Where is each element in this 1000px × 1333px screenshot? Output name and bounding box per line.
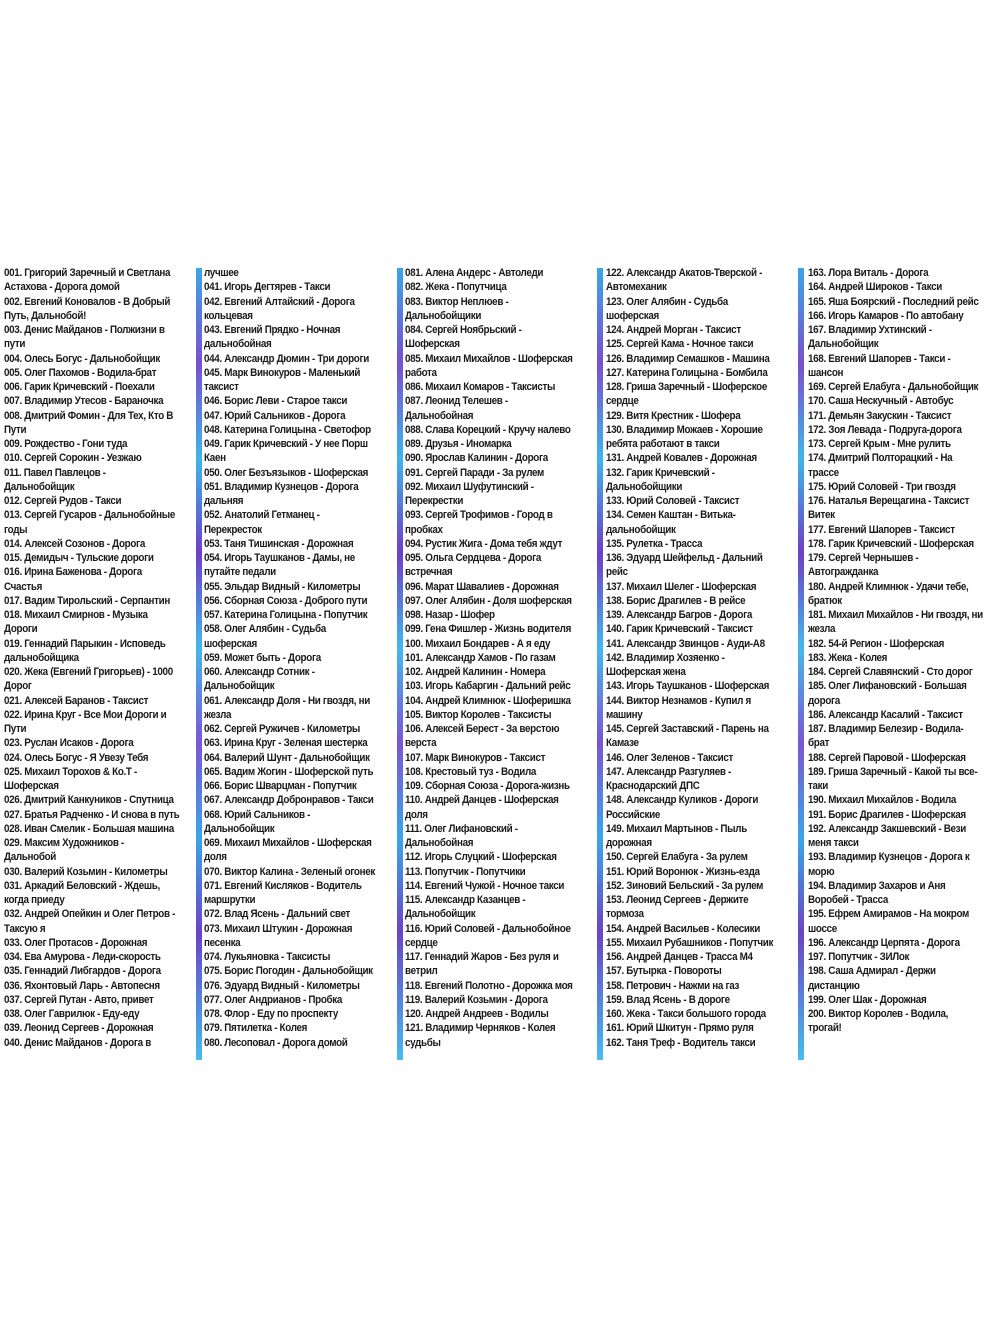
track-line: 107. Марк Винокуров - Таксист (405, 751, 546, 764)
track-line: 195. Ефрем Амирамов - На мокром (808, 908, 969, 921)
tracklist-column-4 (606, 266, 803, 1062)
track-line: 180. Андрей Климнюк - Удачи тебе, (808, 580, 969, 593)
track-line: дальнобойная (204, 338, 272, 351)
track-line: 116. Юрий Соловей - Дальнобойное (405, 922, 571, 935)
track-line: 151. Юрий Воронюк - Жизнь-езда (606, 865, 760, 878)
track-line: 118. Евгений Полотно - Дорожка моя (405, 979, 573, 992)
track-line: Витек (808, 509, 835, 522)
track-line: 047. Юрий Сальников - Дорога (204, 409, 346, 422)
track-line: 149. Михаил Мартынов - Пыль (606, 822, 747, 835)
track-line: 041. Игорь Дегтярев - Такси (204, 281, 331, 294)
track-line: Камазе (606, 737, 639, 750)
track-line: 008. Дмитрий Фомин - Для Тех, Кто В (4, 409, 174, 422)
track-line: 093. Сергей Трофимов - Город в (405, 509, 553, 522)
track-line: 059. Может быть - Дорога (204, 651, 321, 664)
track-line: судьбы (405, 1036, 441, 1049)
track-line: 190. Михаил Михайлов - Водила (808, 794, 957, 807)
track-line: Пути (4, 423, 27, 436)
track-line: 101. Александр Хамов - По газам (405, 651, 556, 664)
track-line: 012. Сергей Рудов - Такси (4, 495, 122, 507)
track-line: дистанцию (808, 979, 860, 992)
track-line: 176. Наталья Верещагина - Таксист (808, 495, 970, 507)
track-line: 015. Демидыч - Тульские дороги (4, 552, 154, 564)
track-line: шоферская (606, 309, 659, 322)
track-line: 106. Алексей Берест - За верстою (405, 723, 560, 735)
track-line: 021. Алексей Баранов - Таксист (4, 694, 149, 707)
track-line: 173. Сергей Крым - Мне рулить (808, 438, 951, 450)
track-line: 033. Олег Протасов - Дорожная (4, 936, 148, 949)
track-line: Каен (204, 452, 226, 465)
track-line: Путь, Дальнобой! (4, 309, 87, 322)
track-line: 179. Сергей Чернышев - (808, 552, 919, 564)
track-line: 073. Михаил Штукин - Дорожная (204, 922, 353, 935)
track-line: 009. Рождество - Гони туда (4, 438, 128, 450)
track-line: 072. Влад Ясень - Дальний свет (204, 908, 350, 921)
track-line: ребята работают в такси (606, 438, 720, 450)
track-line: 002. Евгений Коновалов - В Добрый (4, 295, 171, 308)
track-line: работа (405, 366, 437, 379)
track-line: рейс (606, 566, 628, 579)
track-line: дальняя (204, 495, 244, 507)
track-line: пробках (405, 523, 443, 536)
track-line: 148. Александр Куликов - Дороги (606, 794, 759, 807)
track-line: Астахова - Дорога домой (4, 281, 120, 294)
tracklist-column-5 (808, 266, 1000, 1062)
track-line: 129. Витя Крестник - Шофера (606, 409, 741, 422)
track-line: 200. Виктор Королев - Водила, (808, 1008, 949, 1020)
track-line: 052. Анатолий Гетманец - (204, 509, 320, 522)
track-line: лучшее (204, 267, 239, 279)
track-line: жезла (204, 708, 232, 721)
track-line: 174. Дмитрий Полторацкий - На (808, 452, 953, 465)
track-line: 027. Братья Радченко - И снова в путь (4, 808, 180, 821)
track-line: 188. Сергей Паровой - Шоферская (808, 751, 966, 764)
track-line: меня такси (808, 837, 859, 849)
track-line: 006. Гарик Кричевский - Поехали (4, 381, 155, 393)
track-line: 044. Александр Дюмин - Три дороги (204, 352, 370, 365)
track-line: 162. Таня Треф - Водитель такси (606, 1036, 756, 1049)
track-line: 014. Алексей Созонов - Дорога (4, 537, 145, 550)
track-line: 170. Саша Нескучный - Автобус (808, 395, 954, 408)
track-line: Воробей - Трасса (808, 894, 889, 906)
track-line: 132. Гарик Кричевский - (606, 466, 715, 479)
track-line: 058. Олег Алябин - Судьба (204, 623, 326, 636)
track-line: 035. Геннадий Либгардов - Дорога (4, 965, 161, 978)
track-line: 065. Вадим Жогин - Шоферской путь (204, 765, 374, 778)
track-line: 191. Борис Драгилев - Шоферская (808, 808, 966, 821)
track-line: 050. Олег Безъязыков - Шоферская (204, 466, 369, 479)
track-line: 121. Владимир Черняков - Колея (405, 1022, 556, 1035)
track-line: 042. Евгений Алтайский - Дорога (204, 295, 355, 308)
track-line: 029. Максим Художников - (4, 837, 124, 849)
track-line: 136. Эдуард Шейфельд - Дальний (606, 552, 763, 564)
track-line: 178. Гарик Кричевский - Шоферская (808, 537, 974, 550)
track-line: 085. Михаил Михайлов - Шоферская (405, 352, 573, 365)
track-line: 018. Михаил Смирнов - Музыка (4, 609, 148, 621)
track-line: 103. Игорь Кабаргин - Дальний рейс (405, 680, 571, 693)
track-line: 124. Андрей Морган - Таксист (606, 324, 741, 336)
track-line: сердце (405, 936, 438, 949)
track-line: 199. Олег Шак - Дорожная (808, 993, 927, 1006)
track-line: 189. Гриша Заречный - Какой ты все- (808, 765, 978, 778)
track-line: доля (405, 808, 428, 821)
track-line: 055. Эльдар Видный - Километры (204, 580, 361, 593)
track-line: 069. Михаил Михайлов - Шоферская (204, 837, 372, 849)
track-line: 147. Александр Разгуляев - (606, 765, 731, 778)
track-line: 133. Юрий Соловей - Таксист (606, 495, 740, 507)
track-line: 183. Жека - Колея (808, 651, 888, 664)
track-line: 063. Ирина Круг - Зеленая шестерка (204, 737, 368, 750)
track-line: 150. Сергей Елабуга - За рулем (606, 851, 748, 864)
tracklist-column-3 (405, 266, 602, 1062)
track-line: 053. Таня Тишинская - Дорожная (204, 537, 354, 550)
track-line: 048. Катерина Голицына - Светофор (204, 423, 371, 436)
track-line: 187. Владимир Белезир - Водила- (808, 723, 964, 735)
track-line: 142. Владимир Хозяенко - (606, 651, 725, 664)
track-line: 146. Олег Зеленов - Таксист (606, 751, 734, 764)
track-line: 171. Демьян Закускин - Таксист (808, 409, 952, 422)
track-line: 100. Михаил Бондарев - А я еду (405, 637, 551, 650)
track-line: 071. Евгений Кисляков - Водитель (204, 879, 362, 892)
track-line: кольцевая (204, 309, 253, 322)
track-line: 184. Сергей Славянский - Сто дорог (808, 666, 973, 678)
track-line: 037. Сергей Путан - Авто, привет (4, 993, 154, 1006)
track-line: 001. Григорий Заречный и Светлана (4, 267, 171, 279)
track-line: 104. Андрей Климнюк - Шоферишка (405, 694, 571, 707)
track-line: 186. Александр Касалий - Таксист (808, 708, 963, 721)
track-line: 040. Денис Майданов - Дорога в (4, 1036, 151, 1049)
track-line: 099. Гена Фишлер - Жизнь водителя (405, 623, 572, 636)
track-line: Шоферская (4, 780, 59, 792)
track-line: 131. Андрей Ковалев - Дорожная (606, 452, 757, 465)
track-line: 054. Игорь Таушканов - Дамы, не (204, 552, 355, 564)
track-line: пути (4, 338, 26, 351)
track-line: 078. Флор - Еду по проспекту (204, 1008, 339, 1020)
track-line: 097. Олег Алябин - Доля шоферская (405, 594, 572, 607)
track-line: 157. Бутырка - Повороты (606, 965, 722, 978)
track-line: Дорог (4, 680, 32, 693)
track-line: 049. Гарик Кричевский - У нее Порш (204, 438, 368, 450)
track-line: 011. Павел Павлецов - (4, 466, 106, 479)
track-line: Российские (606, 808, 660, 821)
track-line: Таксую я (4, 922, 46, 935)
track-line: путайте педали (204, 566, 276, 579)
track-line: Дальнобойщики (606, 480, 683, 493)
track-line: 108. Крестовый туз - Водила (405, 765, 537, 778)
track-line: 096. Марат Шавалиев - Дорожная (405, 580, 559, 593)
track-line: таки (808, 780, 828, 792)
track-line: 181. Михаил Михайлов - Ни гвоздя, ни (808, 609, 983, 621)
track-line: 068. Юрий Сальников - (204, 808, 311, 821)
track-line: 088. Слава Корецкий - Кручу налево (405, 423, 571, 436)
track-line: 114. Евгений Чужой - Ночное такси (405, 879, 565, 892)
tracklist-column-2 (204, 266, 401, 1062)
track-line: 112. Игорь Слуцкий - Шоферская (405, 851, 557, 864)
track-line: 139. Александр Багров - Дорога (606, 609, 753, 621)
track-line: 169. Сергей Елабуга - Дальнобойщик (808, 381, 979, 393)
track-line: дорожная (606, 837, 652, 849)
track-line: 056. Сборная Союза - Доброго пути (204, 594, 368, 607)
track-line: Шоферская (405, 338, 460, 351)
track-line: 145. Сергей Заставский - Парень на (606, 723, 769, 735)
track-line: шансон (808, 366, 844, 379)
track-line: 038. Олег Гаврилюк - Еду-еду (4, 1008, 140, 1020)
track-line: 177. Евгений Шапорев - Таксист (808, 523, 955, 536)
track-line: Счастья (4, 580, 43, 593)
track-line: 025. Михаил Торохов & Ко.Т - (4, 765, 137, 778)
track-line: 079. Пятилетка - Колея (204, 1022, 308, 1035)
track-line: 128. Гриша Заречный - Шоферское (606, 381, 768, 393)
track-line: Автомеханик (606, 281, 667, 294)
track-line: 081. Алена Андерс - Автоледи (405, 267, 544, 279)
track-line: 094. Рустик Жига - Дома тебя ждут (405, 537, 563, 550)
track-line: 089. Друзья - Иномарка (405, 438, 512, 450)
track-line: 197. Попутчик - ЗИЛок (808, 951, 910, 963)
track-line: 125. Сергей Кама - Ночное такси (606, 338, 754, 351)
track-line: сердце (606, 395, 639, 408)
track-line: 156. Андрей Данцев - Трасса М4 (606, 951, 753, 963)
track-line: 074. Лукьяновка - Таксисты (204, 951, 331, 963)
track-line: 117. Геннадий Жаров - Без руля и (405, 951, 559, 963)
track-line: Дальнобойщик (204, 680, 275, 693)
track-line: 066. Борис Шварцман - Попутчик (204, 780, 357, 792)
track-line: маршрутки (204, 894, 256, 906)
track-line: ветрил (405, 965, 438, 978)
track-line: 091. Сергей Паради - За рулем (405, 466, 544, 479)
track-line: 003. Денис Майданов - Полжизни в (4, 324, 165, 336)
track-line: 172. Зоя Левада - Подруга-дорога (808, 423, 962, 436)
track-line: 070. Виктор Калина - Зеленый огонек (204, 865, 376, 878)
track-line: 141. Александр Звинцов - Ауди-А8 (606, 637, 765, 650)
track-line: 167. Владимир Ухтинский - (808, 324, 932, 336)
track-line: 098. Назар - Шофер (405, 609, 495, 621)
track-line: 039. Леонид Сергеев - Дорожная (4, 1022, 154, 1035)
track-line: 153. Леонид Сергеев - Держите (606, 894, 749, 906)
track-line: 155. Михаил Рубашников - Попутчик (606, 936, 774, 949)
track-line: тормоза (606, 908, 644, 921)
track-line: 087. Леонид Телешев - (405, 395, 508, 408)
track-line: Дальнобой (4, 851, 57, 864)
track-line: 064. Валерий Шунт - Дальнобойщик (204, 751, 370, 764)
track-line: 126. Владимир Семашков - Машина (606, 352, 770, 365)
track-line: 158. Петрович - Нажми на газ (606, 979, 740, 992)
track-line: 077. Олег Андрианов - Пробка (204, 993, 343, 1006)
track-line: 119. Валерий Козьмин - Дорога (405, 993, 548, 1006)
track-line: 163. Лора Виталь - Дорога (808, 267, 929, 279)
track-line: Дальнобойщик (808, 338, 879, 351)
track-line: брат (808, 737, 830, 750)
track-line: 028. Иван Смелик - Большая машина (4, 822, 174, 835)
track-line: 111. Олег Лифановский - (405, 822, 518, 835)
track-line: 045. Марк Винокуров - Маленький (204, 366, 361, 379)
track-line: 196. Александр Церпята - Дорога (808, 936, 960, 949)
track-line: годы (4, 523, 28, 536)
track-line: 057. Катерина Голицына - Попутчик (204, 609, 368, 621)
track-line: шоссе (808, 922, 837, 935)
track-line: встречная (405, 566, 453, 579)
track-line: 022. Ирина Круг - Все Мои Дороги и (4, 708, 167, 721)
track-line: 084. Сергей Ноябрьский - (405, 324, 522, 336)
track-line: 102. Андрей Калинин - Номера (405, 666, 546, 678)
track-line: 135. Рулетка - Трасса (606, 537, 703, 550)
track-line: 026. Дмитрий Канкуников - Спутница (4, 794, 174, 807)
track-line: 182. 54-й Регион - Шоферская (808, 637, 945, 650)
track-line: 175. Юрий Соловей - Три гвоздя (808, 480, 956, 493)
track-line: дальнобойщика (4, 651, 79, 664)
track-line: 019. Геннадий Парыкин - Исповедь (4, 637, 166, 650)
track-line: 113. Попутчик - Попутчики (405, 865, 526, 878)
track-line: трассе (808, 466, 839, 479)
track-line: 161. Юрий Шкитун - Прямо руля (606, 1022, 754, 1035)
track-line: 034. Ева Амурова - Леди-скорость (4, 951, 161, 963)
track-line: 032. Андрей Опейкин и Олег Петров - (4, 908, 176, 921)
track-line: 080. Лесоповал - Дорога домой (204, 1036, 348, 1049)
track-line: 115. Александр Казанцев - (405, 894, 526, 906)
track-line: дальнобойщик (606, 523, 676, 536)
track-line: 120. Андрей Андреев - Водилы (405, 1008, 549, 1020)
track-line: Пути (4, 723, 27, 735)
track-line: 143. Игорь Таушканов - Шоферская (606, 680, 770, 693)
track-line: 067. Александр Добронравов - Такси (204, 794, 374, 807)
track-line: 082. Жека - Попутчица (405, 281, 507, 294)
track-line: 137. Михаил Шелег - Шоферская (606, 580, 757, 593)
track-line: 166. Игорь Камаров - По автобану (808, 309, 964, 322)
track-line: 109. Сборная Союза - Дорога-жизнь (405, 780, 570, 792)
track-line: 138. Борис Драгилев - В рейсе (606, 594, 746, 607)
track-line: 060. Александр Сотник - (204, 666, 315, 678)
track-line: 152. Зиновий Бельский - За рулем (606, 879, 764, 892)
track-line: 105. Виктор Королев - Таксисты (405, 708, 552, 721)
track-line: 083. Виктор Неплюев - (405, 295, 509, 308)
track-line: шоферская (204, 637, 257, 650)
track-line: Дальнобойщик (405, 908, 476, 921)
track-line: 144. Виктор Незнамов - Купил я (606, 694, 751, 707)
track-line: 185. Олег Лифановский - Большая (808, 680, 967, 693)
track-line: Дальнобойная (405, 409, 474, 422)
track-line: 062. Сергей Ружичев - Километры (204, 723, 361, 735)
track-line: 192. Александр Закшевский - Вези (808, 822, 966, 835)
track-line: Шоферская жена (606, 666, 686, 678)
track-line: 154. Андрей Васильев - Колесики (606, 922, 760, 935)
track-line: 075. Борис Погодин - Дальнобойщик (204, 965, 373, 978)
track-line: Краснодарский ДПС (606, 780, 700, 792)
track-line: 061. Александр Доля - Ни гвоздя, ни (204, 694, 370, 707)
track-line: таксист (204, 381, 239, 393)
track-line: Дальнобойщик (204, 822, 275, 835)
track-line: 046. Борис Леви - Старое такси (204, 395, 348, 408)
track-line: 010. Сергей Сорокин - Уезжаю (4, 452, 142, 465)
track-line: 020. Жека (Евгений Григорьев) - 1000 (4, 666, 173, 678)
track-line: 016. Ирина Баженова - Дорога (4, 566, 142, 579)
track-line: песенка (204, 936, 241, 949)
track-line: 134. Семен Каштан - Витька- (606, 509, 736, 522)
track-line: Дороги (4, 623, 38, 636)
track-line: дорога (808, 694, 840, 707)
track-line: 160. Жека - Такси большого города (606, 1008, 766, 1020)
tracklist-sheet (0, 266, 1000, 1066)
track-line: 095. Ольга Сердцева - Дорога (405, 552, 542, 564)
track-line: Дальнобойщики (405, 309, 482, 322)
track-line: Автогражданка (808, 566, 879, 579)
track-line: 127. Катерина Голицына - Бомбила (606, 366, 768, 379)
track-line: 004. Олесь Богус - Дальнобойщик (4, 352, 161, 365)
track-line: 110. Андрей Данцев - Шоферская (405, 794, 559, 807)
track-line: жезла (808, 623, 836, 636)
track-line: Дальнобойная (405, 837, 474, 849)
track-line: братюк (808, 594, 842, 607)
track-line: 043. Евгений Прядко - Ночная (204, 324, 341, 336)
track-line: 193. Владимир Кузнецов - Дорога к (808, 851, 970, 864)
track-line: когда приеду (4, 894, 65, 906)
track-line: 086. Михаил Комаров - Таксисты (405, 381, 556, 393)
tracklist-column-1 (4, 266, 201, 1062)
track-line: доля (204, 851, 227, 864)
track-line: трогай! (808, 1022, 842, 1035)
track-line: 140. Гарик Кричевский - Таксист (606, 623, 753, 636)
track-line: 036. Яхонтовый Ларь - Автопесня (4, 979, 160, 992)
track-line: 122. Александр Акатов-Тверской - (606, 267, 763, 279)
track-line: 130. Владимир Можаев - Хорошие (606, 423, 763, 436)
track-line: 168. Евгений Шапорев - Такси - (808, 352, 951, 365)
track-line: 007. Владимир Утесов - Бараночка (4, 395, 164, 408)
track-line: Дальнобойщик (4, 480, 75, 493)
track-line: 076. Эдуард Видный - Километры (204, 979, 360, 992)
track-line: 005. Олег Пахомов - Водила-брат (4, 366, 157, 379)
track-line: 024. Олесь Богус - Я Увезу Тебя (4, 751, 149, 764)
track-line: 194. Владимир Захаров и Аня (808, 879, 946, 892)
track-line: верста (405, 737, 437, 750)
track-line: 030. Валерий Козьмин - Километры (4, 865, 168, 878)
track-line: морю (808, 865, 835, 878)
track-line: 051. Владимир Кузнецов - Дорога (204, 480, 359, 493)
track-line: 090. Ярослав Калинин - Дорога (405, 452, 548, 465)
track-line: Перекрестки (405, 495, 464, 507)
track-line: 023. Руслан Исаков - Дорога (4, 737, 134, 750)
track-line: 198. Саша Адмирал - Держи (808, 965, 936, 978)
track-line: 164. Андрей Широков - Такси (808, 281, 942, 294)
track-line: 165. Яша Боярский - Последний рейс (808, 295, 979, 308)
track-line: 031. Аркадий Беловский - Ждешь, (4, 879, 160, 892)
track-line: 123. Олег Алябин - Судьба (606, 295, 728, 308)
track-line: 159. Влад Ясень - В дороге (606, 993, 730, 1006)
track-line: 017. Вадим Тирольский - Серпантин (4, 594, 171, 607)
track-line: 013. Сергей Гусаров - Дальнобойные (4, 509, 176, 522)
track-line: 092. Михаил Шуфутинский - (405, 480, 534, 493)
track-line: машину (606, 708, 643, 721)
track-line: Перекресток (204, 523, 262, 536)
